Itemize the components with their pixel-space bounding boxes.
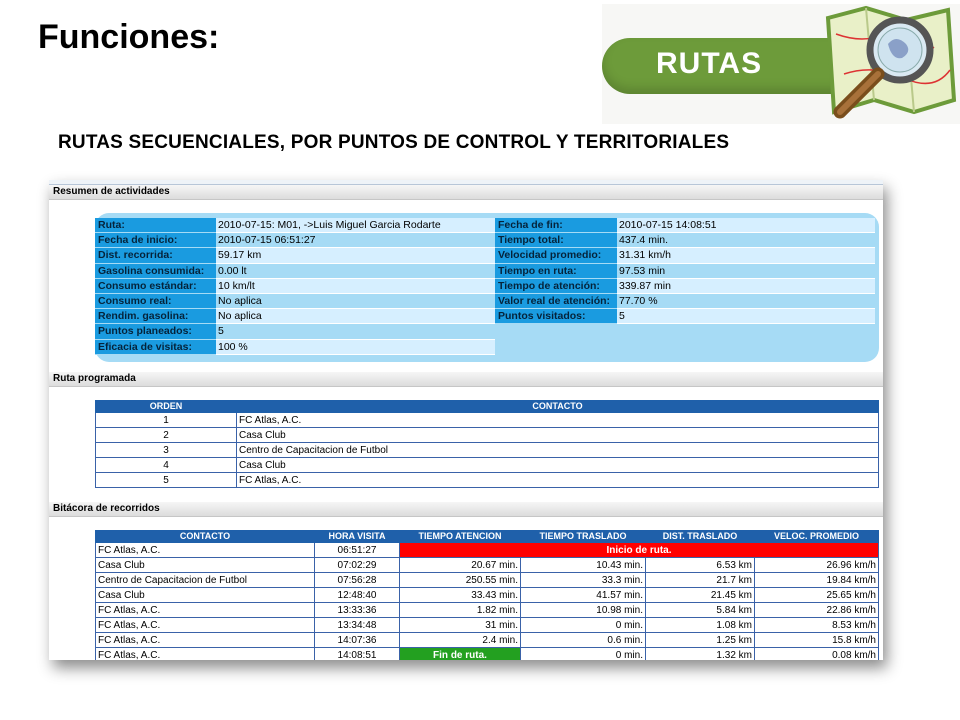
log-dist-cell: 1.32 km [646,648,755,661]
summary-row [495,279,875,294]
summary-value: 59.17 km [216,248,495,263]
log-col-hora: HORA VISITA [315,531,400,543]
log-contacto-cell: Centro de Capacitacion de Futbol [96,573,315,588]
route-contacto-cell: FC Atlas, A.C. [237,473,879,488]
summary-row [495,248,875,263]
summary-row [95,279,495,294]
route-col-orden: ORDEN [96,401,237,413]
log-hora-cell: 06:51:27 [315,543,400,558]
summary-value: 2010-07-15 14:08:51 [617,218,875,233]
summary-label: Tiempo total: [495,233,617,248]
log-contacto-cell: FC Atlas, A.C. [96,648,315,661]
table-row [96,543,879,558]
log-veloc-cell: 8.53 km/h [755,618,879,633]
table-row [96,558,879,573]
log-veloc-cell: 19.84 km/h [755,573,879,588]
log-col-traslado: TIEMPO TRASLADO [521,531,646,543]
log-dist-cell: 6.53 km [646,558,755,573]
log-traslado-cell: 10.98 min. [521,603,646,618]
summary-value: No aplica [216,294,495,309]
summary-value: 77.70 % [617,294,875,309]
summary-label: Dist. recorrida: [95,248,216,263]
table-row [96,458,879,473]
summary-value: 100 % [216,340,495,355]
route-table [95,400,879,488]
summary-row [95,324,495,339]
table-row [96,648,879,661]
logo-banner [602,38,840,94]
route-contacto-cell: FC Atlas, A.C. [237,413,879,428]
log-table [95,530,879,660]
summary-value: 5 [216,324,495,339]
log-veloc-cell: 0.08 km/h [755,648,879,661]
summary-row [495,233,875,248]
route-orden-cell: 3 [96,443,237,458]
summary-label: Consumo estándar: [95,279,216,294]
log-table-header-row [96,531,879,543]
log-hora-cell: 14:07:36 [315,633,400,648]
route-contacto-cell: Casa Club [237,428,879,443]
summary-right-column [495,218,875,324]
log-contacto-cell: FC Atlas, A.C. [96,633,315,648]
log-atencion-cell: 20.67 min. [400,558,521,573]
log-hora-cell: 07:02:29 [315,558,400,573]
app-screenshot [49,180,883,660]
log-col-dist: DIST. TRASLADO [646,531,755,543]
log-dist-cell: 21.45 km [646,588,755,603]
log-contacto-cell: Casa Club [96,588,315,603]
slide-subtitle: RUTAS SECUENCIALES, POR PUNTOS DE CONTROL Y TERRITORIALES [58,132,730,153]
log-dist-cell: 21.7 km [646,573,755,588]
log-dist-cell: 1.08 km [646,618,755,633]
route-start-badge: Inicio de ruta. [400,543,879,558]
summary-row [495,309,875,324]
summary-row [495,218,875,233]
log-dist-cell: 5.84 km [646,603,755,618]
log-veloc-cell: 15.8 km/h [755,633,879,648]
log-col-veloc: VELOC. PROMEDIO [755,531,879,543]
table-row [96,443,879,458]
table-row [96,588,879,603]
summary-row [495,294,875,309]
summary-row [95,248,495,263]
summary-label: Ruta: [95,218,216,233]
log-atencion-cell: 2.4 min. [400,633,521,648]
route-table-header-row [96,401,879,413]
route-orden-cell: 5 [96,473,237,488]
summary-value: 10 km/lt [216,279,495,294]
summary-label: Valor real de atención: [495,294,617,309]
log-col-atencion: TIEMPO ATENCION [400,531,521,543]
route-orden-cell: 2 [96,428,237,443]
log-contacto-cell: FC Atlas, A.C. [96,603,315,618]
log-dist-cell: 1.25 km [646,633,755,648]
summary-label: Fecha de inicio: [95,233,216,248]
summary-label: Consumo real: [95,294,216,309]
log-contacto-cell: FC Atlas, A.C. [96,543,315,558]
section-route-header: Ruta programada [49,372,883,387]
map-magnifier-icon [814,4,960,124]
summary-label: Puntos planeados: [95,324,216,339]
summary-row [95,294,495,309]
log-veloc-cell: 26.96 km/h [755,558,879,573]
summary-value: 0.00 lt [216,264,495,279]
log-contacto-cell: FC Atlas, A.C. [96,618,315,633]
log-col-contacto: CONTACTO [96,531,315,543]
rutas-logo [602,4,960,124]
log-traslado-cell: 41.57 min. [521,588,646,603]
log-hora-cell: 14:08:51 [315,648,400,661]
log-hora-cell: 13:34:48 [315,618,400,633]
summary-left-column [95,218,495,355]
summary-row [95,218,495,233]
summary-value: 31.31 km/h [617,248,875,263]
summary-value: No aplica [216,309,495,324]
summary-label: Velocidad promedio: [495,248,617,263]
table-row [96,413,879,428]
route-contacto-cell: Centro de Capacitacion de Futbol [237,443,879,458]
summary-row [95,340,495,355]
summary-row [95,309,495,324]
summary-row [95,233,495,248]
route-orden-cell: 1 [96,413,237,428]
summary-label: Rendim. gasolina: [95,309,216,324]
log-atencion-cell: 31 min. [400,618,521,633]
log-hora-cell: 12:48:40 [315,588,400,603]
table-row [96,603,879,618]
summary-label: Tiempo de atención: [495,279,617,294]
summary-label: Gasolina consumida: [95,264,216,279]
log-traslado-cell: 0 min. [521,648,646,661]
summary-label: Fecha de fin: [495,218,617,233]
log-atencion-cell: 250.55 min. [400,573,521,588]
log-atencion-cell: 33.43 min. [400,588,521,603]
summary-value: 339.87 min [617,279,875,294]
summary-panel [95,213,879,362]
log-hora-cell: 07:56:28 [315,573,400,588]
log-traslado-cell: 33.3 min. [521,573,646,588]
section-summary-header: Resumen de actividades [49,185,883,200]
route-contacto-cell: Casa Club [237,458,879,473]
summary-row [95,264,495,279]
log-veloc-cell: 25.65 km/h [755,588,879,603]
log-atencion-cell: 1.82 min. [400,603,521,618]
summary-label: Puntos visitados: [495,309,617,324]
table-row [96,473,879,488]
logo-text: RUTAS [656,47,763,80]
route-end-badge: Fin de ruta. [400,648,521,661]
summary-label: Tiempo en ruta: [495,264,617,279]
log-hora-cell: 13:33:36 [315,603,400,618]
slide-title: Funciones: [38,18,220,56]
table-row [96,618,879,633]
summary-value: 2010-07-15 06:51:27 [216,233,495,248]
table-row [96,573,879,588]
summary-row [495,264,875,279]
table-row [96,428,879,443]
log-traslado-cell: 0 min. [521,618,646,633]
log-traslado-cell: 10.43 min. [521,558,646,573]
route-col-contacto: CONTACTO [237,401,879,413]
summary-value: 5 [617,309,875,324]
log-veloc-cell: 22.86 km/h [755,603,879,618]
table-row [96,633,879,648]
route-orden-cell: 4 [96,458,237,473]
log-traslado-cell: 0.6 min. [521,633,646,648]
summary-value: 2010-07-15: M01, ->Luis Miguel Garcia Rodarte [216,218,495,233]
summary-value: 97.53 min [617,264,875,279]
summary-value: 437.4 min. [617,233,875,248]
log-contacto-cell: Casa Club [96,558,315,573]
summary-label: Eficacia de visitas: [95,340,216,355]
section-log-header: Bitácora de recorridos [49,502,883,517]
